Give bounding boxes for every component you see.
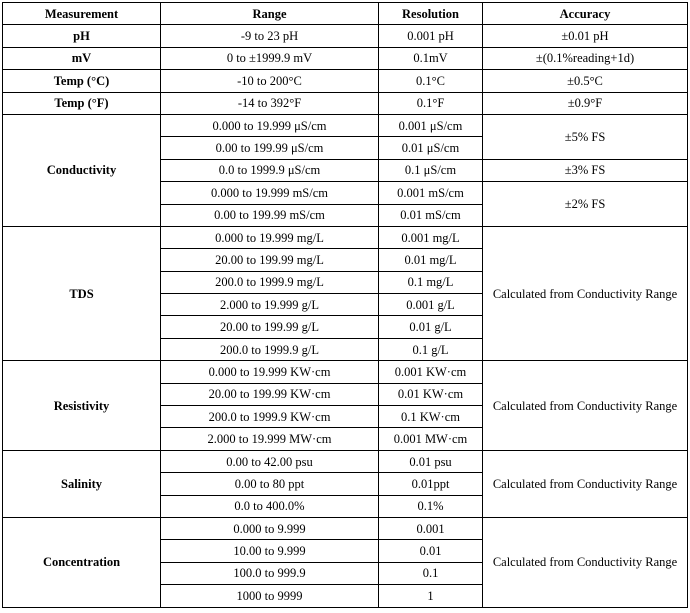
resolution-cell: 0.001 KW·cm	[379, 361, 483, 383]
range-cell: 200.0 to 1999.9 KW·cm	[161, 406, 379, 428]
accuracy-cell: ±5% FS	[483, 114, 688, 159]
resolution-cell: 0.1°C	[379, 70, 483, 92]
table-row-mv	[3, 47, 688, 69]
range-cell: -14 to 392°F	[161, 92, 379, 114]
resolution-cell: 0.001 μS/cm	[379, 114, 483, 136]
accuracy-cell: ±3% FS	[483, 159, 688, 181]
accuracy-cell: Calculated from Conductivity Range	[483, 517, 688, 607]
range-cell: 20.00 to 199.99 mg/L	[161, 249, 379, 271]
header-resolution: Resolution	[379, 3, 483, 25]
header-accuracy: Accuracy	[483, 3, 688, 25]
range-cell: 0.000 to 19.999 mg/L	[161, 226, 379, 248]
resolution-cell: 0.01 mS/cm	[379, 204, 483, 226]
resolution-cell: 0.001 g/L	[379, 294, 483, 316]
accuracy-cell: ±0.9°F	[483, 92, 688, 114]
measurement-label: Concentration	[3, 517, 161, 607]
measurement-label: Temp (°C)	[3, 70, 161, 92]
accuracy-cell: ±0.01 pH	[483, 25, 688, 47]
range-cell: 20.00 to 199.99 g/L	[161, 316, 379, 338]
specifications-table	[2, 2, 688, 608]
table-row-concentration	[3, 517, 688, 539]
resolution-cell: 0.1 g/L	[379, 338, 483, 360]
resolution-cell: 0.001 mg/L	[379, 226, 483, 248]
table-row-resistivity	[3, 361, 688, 383]
table-row-tds	[3, 226, 688, 248]
table-row-conductivity	[3, 114, 688, 136]
range-cell: 1000 to 9999	[161, 585, 379, 607]
resolution-cell: 0.01 KW·cm	[379, 383, 483, 405]
resolution-cell: 0.1%	[379, 495, 483, 517]
header-row	[3, 3, 688, 25]
range-cell: 0.000 to 19.999 mS/cm	[161, 182, 379, 204]
resolution-cell: 0.01	[379, 540, 483, 562]
resolution-cell: 0.001	[379, 517, 483, 539]
resolution-cell: 0.001 pH	[379, 25, 483, 47]
resolution-cell: 0.01 g/L	[379, 316, 483, 338]
measurement-label: Salinity	[3, 450, 161, 517]
range-cell: -10 to 200°C	[161, 70, 379, 92]
resolution-cell: 0.1 μS/cm	[379, 159, 483, 181]
range-cell: 0.00 to 80 ppt	[161, 473, 379, 495]
resolution-cell: 0.01 μS/cm	[379, 137, 483, 159]
range-cell: 0.0 to 400.0%	[161, 495, 379, 517]
resolution-cell: 0.01ppt	[379, 473, 483, 495]
header-measurement: Measurement	[3, 3, 161, 25]
range-cell: 0.0 to 1999.9 μS/cm	[161, 159, 379, 181]
measurement-label: mV	[3, 47, 161, 69]
range-cell: 10.00 to 9.999	[161, 540, 379, 562]
resolution-cell: 0.01 psu	[379, 450, 483, 472]
accuracy-cell: Calculated from Conductivity Range	[483, 226, 688, 360]
range-cell: 100.0 to 999.9	[161, 562, 379, 584]
range-cell: 2.000 to 19.999 g/L	[161, 294, 379, 316]
resolution-cell: 0.001 mS/cm	[379, 182, 483, 204]
range-cell: 200.0 to 1999.9 g/L	[161, 338, 379, 360]
measurement-label: Conductivity	[3, 114, 161, 226]
resolution-cell: 0.01 mg/L	[379, 249, 483, 271]
resolution-cell: 0.1mV	[379, 47, 483, 69]
resolution-cell: 0.1°F	[379, 92, 483, 114]
table-row-temp-c	[3, 70, 688, 92]
range-cell: 0.00 to 199.99 μS/cm	[161, 137, 379, 159]
resolution-cell: 1	[379, 585, 483, 607]
range-cell: 0.000 to 19.999 KW·cm	[161, 361, 379, 383]
measurement-label: Resistivity	[3, 361, 161, 451]
range-cell: -9 to 23 pH	[161, 25, 379, 47]
measurement-label: Temp (°F)	[3, 92, 161, 114]
range-cell: 20.00 to 199.99 KW·cm	[161, 383, 379, 405]
table-row-temp-f	[3, 92, 688, 114]
accuracy-cell: Calculated from Conductivity Range	[483, 361, 688, 451]
range-cell: 200.0 to 1999.9 mg/L	[161, 271, 379, 293]
range-cell: 0.000 to 19.999 μS/cm	[161, 114, 379, 136]
measurement-label: pH	[3, 25, 161, 47]
range-cell: 0.00 to 42.00 psu	[161, 450, 379, 472]
range-cell: 0.00 to 199.99 mS/cm	[161, 204, 379, 226]
table-row-salinity	[3, 450, 688, 472]
range-cell: 0.000 to 9.999	[161, 517, 379, 539]
measurement-label: TDS	[3, 226, 161, 360]
resolution-cell: 0.1 mg/L	[379, 271, 483, 293]
range-cell: 0 to ±1999.9 mV	[161, 47, 379, 69]
resolution-cell: 0.1	[379, 562, 483, 584]
accuracy-cell: ±(0.1%reading+1d)	[483, 47, 688, 69]
accuracy-cell: ±2% FS	[483, 182, 688, 227]
accuracy-cell: Calculated from Conductivity Range	[483, 450, 688, 517]
accuracy-cell: ±0.5°C	[483, 70, 688, 92]
resolution-cell: 0.001 MW·cm	[379, 428, 483, 450]
range-cell: 2.000 to 19.999 MW·cm	[161, 428, 379, 450]
resolution-cell: 0.1 KW·cm	[379, 406, 483, 428]
table-row-ph	[3, 25, 688, 47]
header-range: Range	[161, 3, 379, 25]
